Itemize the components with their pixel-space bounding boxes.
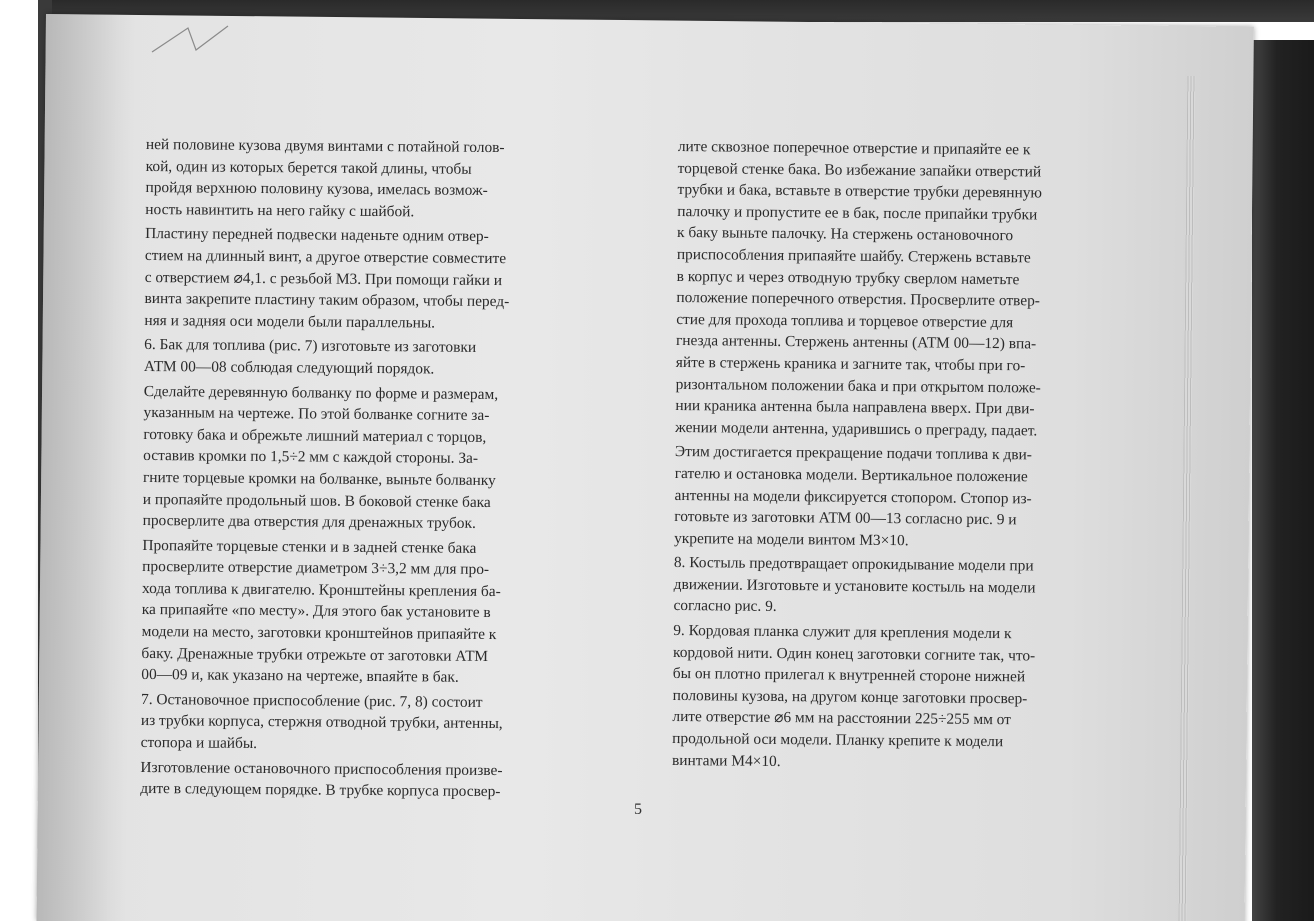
left-paragraph-1: ней половине кузова двумя винтами с потайной голов- кой, один из которых берется такой длины, чтобы пройдя верхнюю половину кузова, имелась возмож- ность навинтить на него гайку с шайбой. — [145, 135, 505, 221]
right-paragraph-3: 8. Костыль предотвращает опрокидывание модели при движении. Изготовьте и установите костыль на модели согласно рис. 9. — [673, 554, 1036, 616]
left-paragraph-5: Пропаяйте торцевые стенки и в задней стенке бака просверлите отверстие диаметром 3÷3,2 мм для про- хода топлива к двигателю. Кронштейны крепления ба- ка припаяйте «по месту». Для этого бак установите в модели на место, заготовки кронштейнов припаяйте к баку. Дренажные трубки отрежьте от заготовки АТМ 00—09 и, как указано на чертеже, впаяйте в бак. — [141, 536, 501, 686]
page-number: 5 — [634, 801, 642, 818]
pencil-scribble-mark — [150, 22, 230, 56]
left-text-column — [140, 134, 628, 807]
page-stack-edge — [1178, 76, 1195, 921]
scan-background-right — [1252, 40, 1314, 921]
left-paragraph-2: Пластину передней подвески наденьте одним отвер- стием на длинный винт, а другое отверстие совместите с отверстием ⌀4,1. с резьбой М3. При помощи гайки и винта закрепите пластину таким образом, чтобы перед- няя и задняя оси модели были параллельны. — [144, 225, 510, 332]
left-paragraph-3: 6. Бак для топлива (рис. 7) изготовьте из заготовки АТМ 00—08 соблюдая следующий порядок. — [143, 336, 477, 378]
right-paragraph-2: Этим достигается прекращение подачи топлива к дви- гателю и остановка модели. Вертикальное положение антенны на модели фиксируется стопором. Стопор из- готовьте из заготовки АТМ 00—13 согласно рис. 9 и укрепите на модели винтом М3×10. — [674, 443, 1032, 549]
left-paragraph-6: 7. Остановочное приспособление (рис. 7, 8) состоит из трубки корпуса, стержня отводной трубки, антенны, стопора и шайбы. — [140, 690, 503, 753]
left-paragraph-4: Сделайте деревянную болванку по форме и размерам, указанным на чертеже. По этой болванке согните за- готовку бака и обрежьте лишний материал с торцов, оставив кромки по 1,5÷2 мм с каждой стороны. За- гните торцевые кромки на болванке, выньте болванку и пропаяйте продольный шов. В боковой стенке бака просверлите два отверстия для дренажных трубок. — [142, 382, 499, 532]
right-text-column — [672, 136, 1162, 779]
left-paragraph-7: Изготовление остановочного приспособления произве- дите в следующем порядке. В трубке корпуса просвер- — [140, 758, 503, 801]
right-paragraph-1: лите сквозное поперечное отверстие и припаяйте ее к торцевой стенке бака. Во избежание запайки отверстий трубки и бака, вставьте в отверстие трубки деревянную палочку и пропустите ее в бак, после припайки трубки к баку выньте палочку. На стержень остановочного приспособления припаяйте шайбу. Стержень вставьте в корпус и через отводную трубку сверлом наметьте положение поперечного отверстия. Просверлите отвер- стие для прохода топлива и торцевое отверстие для гнезда антенны. Стержень антенны (АТМ 00—12) впа- яйте в стержень краника и загните так, чтобы при го- ризонтальном положении бака и при открытом положе- нии краника антенна была направлена вверх. При дви- жении модели антенна, ударившись о преграду, падает. — [675, 137, 1043, 440]
right-paragraph-4: 9. Кордовая планка служит для крепления модели к кордовой нити. Один конец заготовки согните так, что- бы он плотно прилегал к внутренней стороне нижней половины кузова, на другом конце заготовки просвер- лите отверстие ⌀6 мм на расстоянии 225÷255 мм от продольной оси модели. Планку крепите к модели винтами М4×10. — [671, 622, 1036, 770]
